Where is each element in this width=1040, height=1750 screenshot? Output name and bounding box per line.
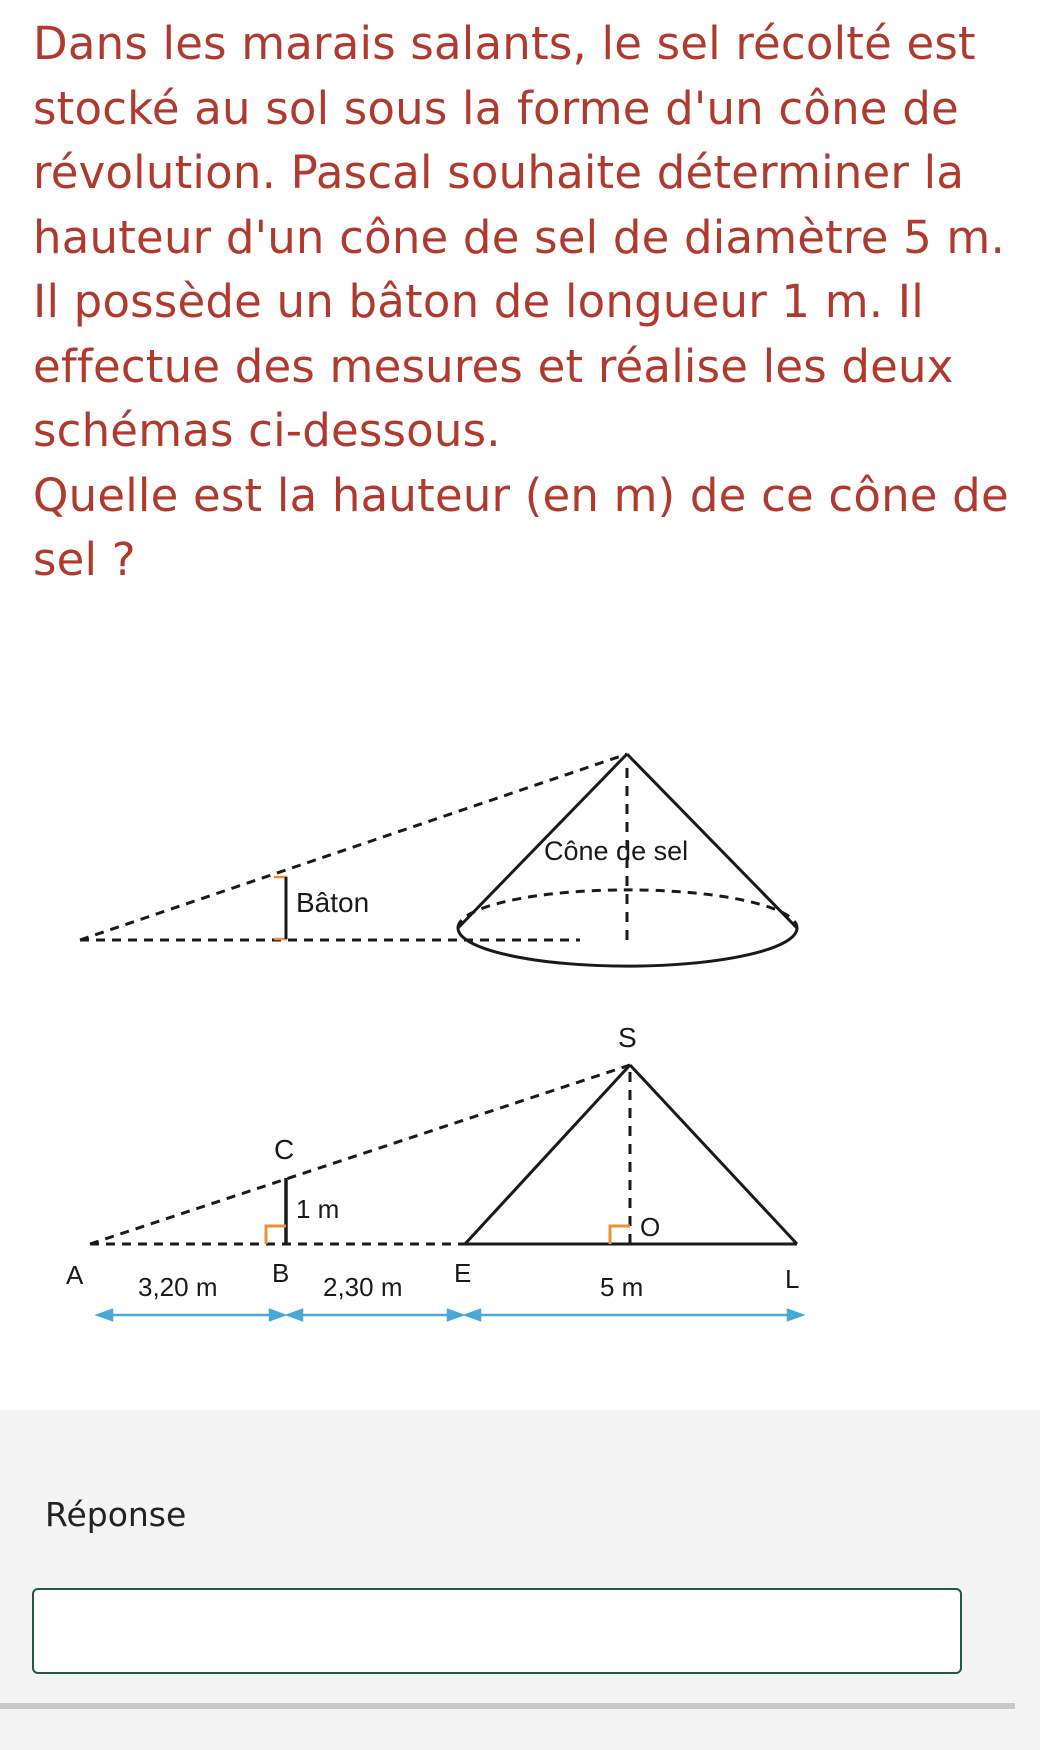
- distance-EL-label: 5 m: [600, 1272, 644, 1302]
- measure-arrows: [98, 1310, 802, 1320]
- question-statement: Dans les marais salants, le sel récolté est stocké au sol sous la forme d'un cône de révolution. Pascal souhaite déterminer la hauteur d'un cône de sel de diamètre 5 m. Il possède un bâton de longueur 1 m. Il effectue des mesures et réalise les deux schémas ci-dessous.: [33, 17, 1005, 457]
- cone-de-sel-label: Cône de sel: [544, 836, 689, 866]
- stick-length-label: 1 m: [296, 1194, 340, 1224]
- point-S-label: S: [618, 1022, 637, 1053]
- point-C-label: C: [274, 1134, 295, 1165]
- arrow-BE-head-left: [288, 1310, 302, 1320]
- arrow-AB-head-left: [98, 1310, 112, 1320]
- distance-AB-label: 3,20 m: [138, 1272, 218, 1302]
- schema-2: [90, 1065, 797, 1244]
- figure-svg: [60, 760, 820, 1320]
- right-angle-mark-B: [266, 1226, 286, 1244]
- schema-1: [80, 754, 797, 966]
- question-prompt: Quelle est la hauteur (en m) de ce cône de sel ?: [33, 468, 1009, 586]
- distance-BE-label: 2,30 m: [323, 1272, 403, 1302]
- schema1-stick: [274, 877, 286, 939]
- arrow-BE-head-right: [448, 1310, 462, 1320]
- arrow-EL-head-left: [466, 1310, 480, 1320]
- problem-figure: [60, 760, 820, 1320]
- right-angle-mark-O: [610, 1226, 630, 1244]
- baton-label: Bâton: [296, 887, 370, 918]
- answer-label: Réponse: [45, 1495, 187, 1534]
- point-E-label: E: [454, 1258, 472, 1288]
- answer-panel: [0, 1410, 1040, 1750]
- bottom-divider: [0, 1703, 1015, 1709]
- point-L-label: L: [785, 1264, 800, 1294]
- arrow-AB-head-right: [270, 1310, 284, 1320]
- arrow-EL-head-right: [788, 1310, 802, 1320]
- answer-input[interactable]: [32, 1588, 962, 1674]
- question-text: [33, 12, 1023, 593]
- point-A-label: A: [66, 1260, 84, 1290]
- point-O-label: O: [640, 1212, 661, 1242]
- point-B-label: B: [272, 1258, 290, 1288]
